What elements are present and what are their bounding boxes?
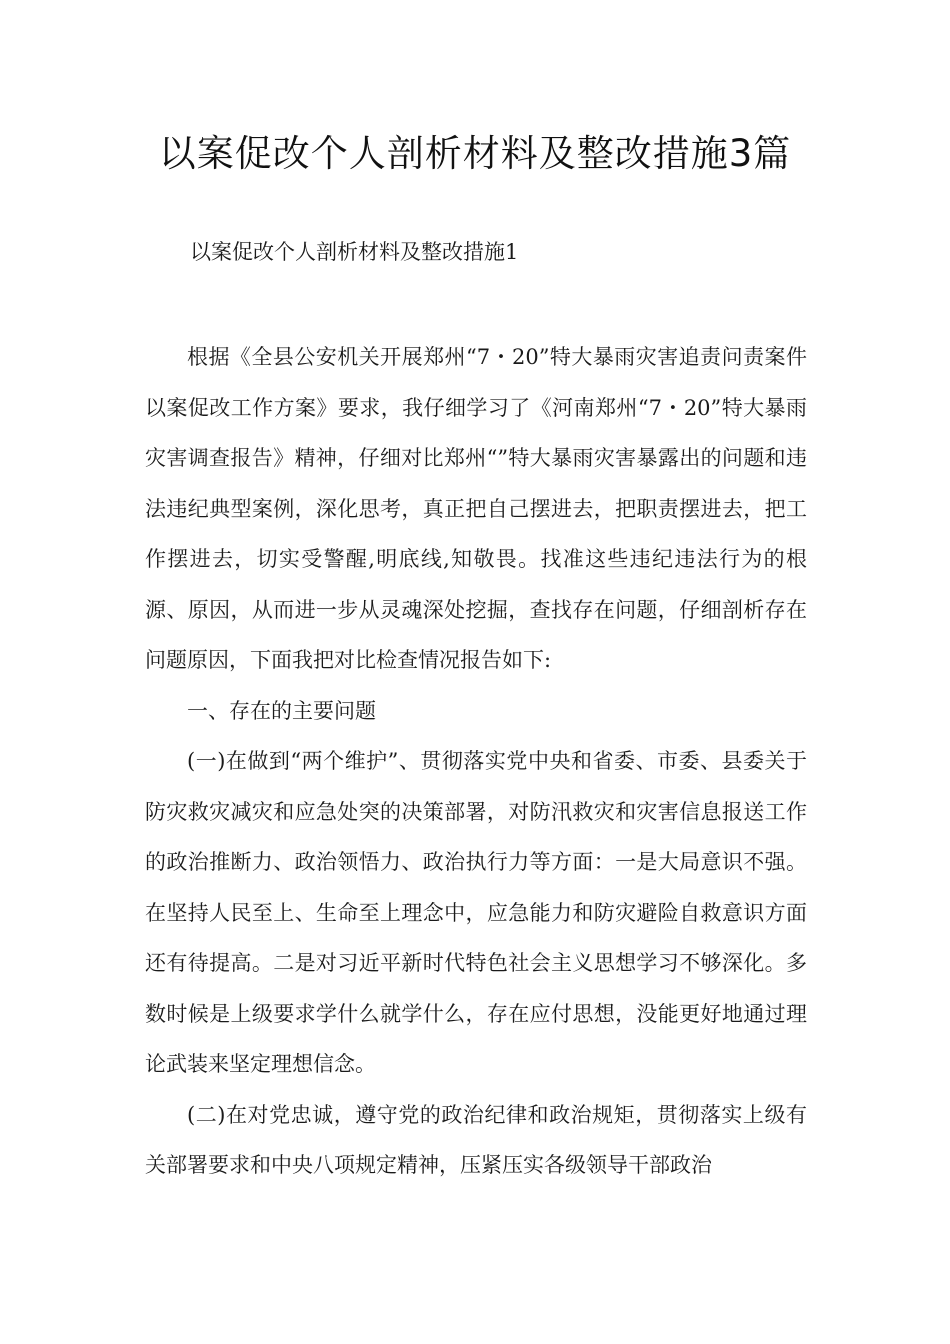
document-title: 以案促改个人剖析材料及整改措施3篇 — [158, 132, 792, 175]
document-subtitle: 以案促改个人剖析材料及整改措施1 — [190, 240, 519, 264]
document-body — [145, 332, 807, 1191]
paragraph-problem-1: (一)在做到“两个维护”、贯彻落实党中央和省委、市委、县委关于防灾救灾减灾和应急处突的决策部署，对防汛救灾和灾害信息报送工作的政治推断力、政治领悟力、政治执行力等方面：一是大局意识不强。在坚持人民至上、生命至上理念中，应急能力和防灾避险自救意识方面还有待提高。二是对习近平新时代特色社会主义思想学习不够深化。多数时候是上级要求学什么就学什么，存在应付思想，没能更好地通过理论武装来坚定理想信念。 — [145, 749, 807, 1076]
paragraph-problem-2: (二)在对党忠诚，遵守党的政治纪律和政治规矩，贯彻落实上级有关部署要求和中央八项规定精神，压紧压实各级领导干部政治 — [145, 1102, 807, 1177]
section-heading-main-problems: 一、存在的主要问题 — [187, 698, 376, 723]
paragraph-intro: 根据《全县公安机关开展郑州“7・20”特大暴雨灾害追责问责案件以案促改工作方案》要求，我仔细学习了《河南郑州“7・20”特大暴雨灾害调查报告》精神，仔细对比郑州“”特大暴雨灾害暴露出的问题和违法违纪典型案例，深化思考，真正把自己摆进去，把职责摆进去，把工作摆进去，切实受警醒,明底线,知敬畏。找准这些违纪违法行为的根源、原因，从而进一步从灵魂深处挖掘，查找存在问题，仔细剖析存在问题原因，下面我把对比检查情况报告如下: — [145, 345, 807, 672]
